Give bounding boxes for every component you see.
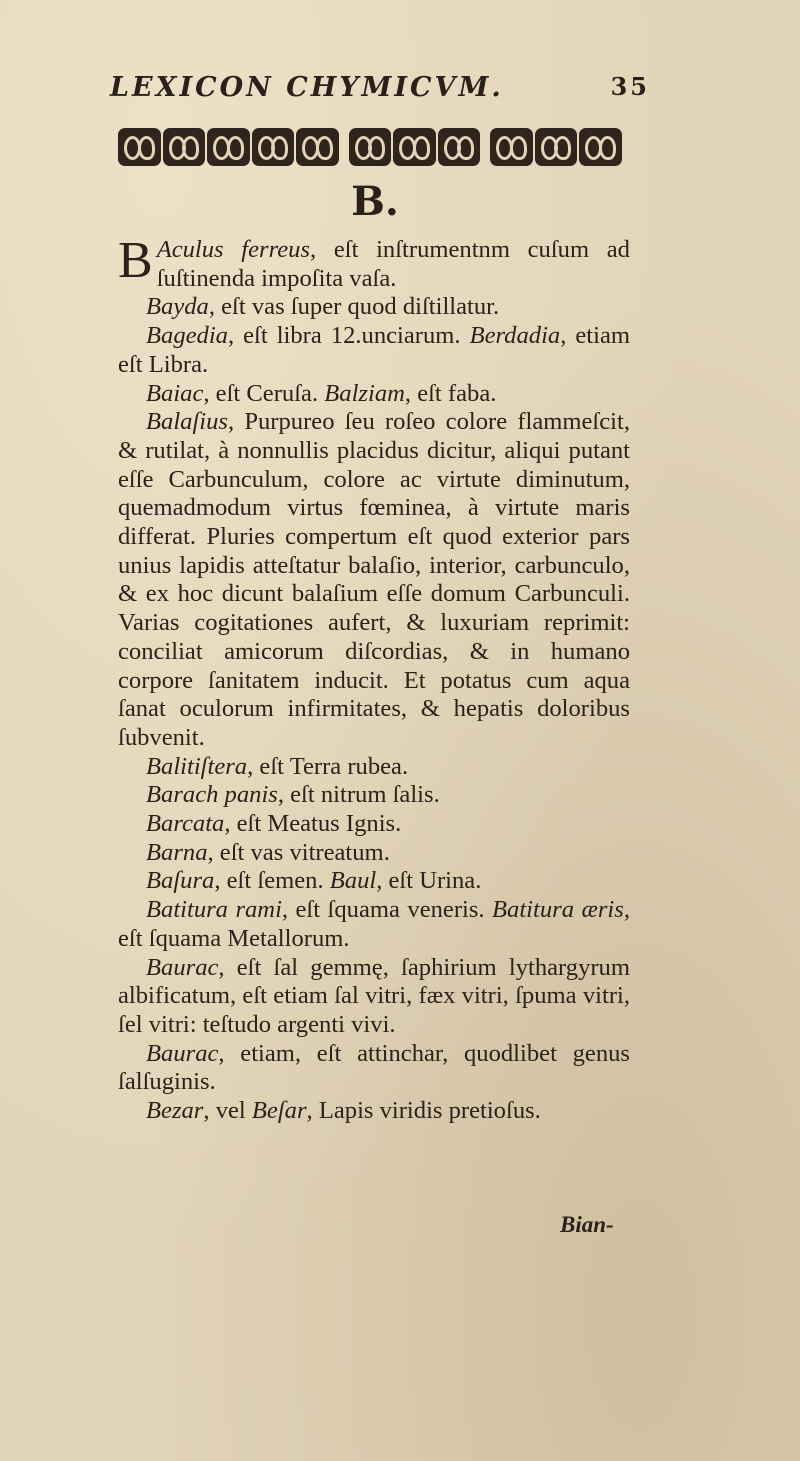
entry (118, 293, 630, 322)
entry-term: Balaſius (146, 408, 228, 436)
entry-text: , Purpureo ſeu roſeo colore flammeſcit, & rutilat, à nonnullis placidus dicitur, aliqui putant eſſe Carbunculum, colore ac virtute diminutum, quemadmodum virtus fœminea, à virtute maris differat. Pluries compertum eſt quod exterior pars unius lapidis atteſtatur balaſio, interior, carbunculo, & ex hoc dicunt balaſium eſſe domum Carbunculi. Varias cogitationes aufert, & luxuriam reprimit: conciliat amicorum diſcordias, & in humano corpore ſanitatem inducit. Et potatus cum aqua ſanat oculorum infirmitates, & hepatis doloribus ſubvenit. (118, 408, 630, 751)
entry-term: Batitura æris (492, 896, 624, 924)
entry-term: Baiac (146, 379, 204, 407)
entry-text: , Lapis viridis pretioſus. (306, 1097, 541, 1125)
entry-term: Bagedia (146, 322, 228, 350)
entry (118, 839, 630, 868)
entry (118, 896, 630, 953)
entry-text: , eſt Urina. (376, 867, 482, 895)
entry-text: , eſt Meatus Ignis. (224, 810, 402, 838)
entry (118, 1097, 630, 1126)
running-head (110, 72, 650, 112)
entry-text: , eſt ſquama Metallorum. (118, 896, 630, 952)
entry-term: Baſura (146, 867, 215, 895)
entry-term: Aculus ferreus (156, 236, 311, 263)
entry (118, 408, 630, 752)
ornament-icon (535, 128, 578, 166)
section-letter: B. (351, 178, 399, 225)
ornament-icon (393, 128, 436, 166)
entry (118, 781, 630, 810)
page-number: 35 (610, 72, 650, 101)
entry-term: Balitiſtera (146, 752, 248, 780)
entry-text: , vel (203, 1097, 252, 1125)
entry (118, 810, 630, 839)
catchword: Bian- (560, 1212, 614, 1237)
entry (118, 1040, 630, 1097)
entry-term: Barach panis (146, 781, 278, 809)
entry-term: Baurac (146, 953, 219, 981)
entry-text: , etiam eſt Libra. (118, 322, 630, 378)
ornament-icon (490, 128, 533, 166)
entry-text: , eſt inſtrumentnm cuſum ad ſuſtinenda impoſita vaſa. (156, 236, 630, 292)
entry-term: Bezar (146, 1097, 204, 1125)
entry-text: , eſt faba. (404, 379, 497, 407)
entry-term: Beſar (251, 1097, 307, 1125)
entry-term: Baul (329, 867, 377, 895)
entry-text: , eſt libra 12.unciarum. (227, 322, 470, 350)
entry-term: Bayda (146, 293, 209, 321)
ornament-icon (438, 128, 481, 166)
entry-text: , eſt ſquama veneris. (281, 896, 493, 924)
entry-term: Batitura rami (146, 896, 282, 924)
entry (118, 380, 630, 409)
ornament-icon (118, 128, 161, 166)
entry-text: , eſt vas ſuper quod diſtillatur. (208, 293, 500, 321)
drop-cap: B (118, 232, 153, 289)
lexicon-entries (118, 232, 630, 1126)
ornament-icon (296, 128, 339, 166)
entry-text: , eſt vas vitreatum. (207, 838, 390, 866)
entry-text: , etiam, eſt attinchar, quodlibet genus ſalſuginis. (118, 1039, 630, 1096)
entry-term: Barna (146, 838, 208, 866)
ornament-icon (349, 128, 392, 166)
ornament-icon (252, 128, 295, 166)
entry-term: Barcata (146, 810, 225, 838)
entry-text: , eſt nitrum ſalis. (277, 781, 440, 809)
entry (118, 753, 630, 782)
decorative-ornament-band (118, 128, 622, 168)
entry (118, 232, 630, 293)
entry-term: Berdadia (469, 322, 561, 350)
ornament-icon (579, 128, 622, 166)
entry-term: Balziam (324, 379, 405, 407)
entry (118, 954, 630, 1040)
entry-text: , eſt ſemen. (214, 867, 330, 895)
entry-text: , eſt Terra rubea. (247, 752, 409, 780)
entry-text: , eſt ſal gemmę, ſaphirium lythargyrum albificatum, eſt etiam ſal vitri, fæx vitri, ſpuma vitri, ſel vitri: teſtudo argenti vivi. (118, 953, 630, 1038)
entry (118, 867, 630, 896)
ornament-icon (163, 128, 206, 166)
entry (118, 322, 630, 379)
entry-term: Baurac (146, 1039, 219, 1067)
entry-text: , eſt Ceruſa. (203, 379, 325, 407)
ornament-icon (207, 128, 250, 166)
running-title: LEXICON CHYMICVM. (110, 72, 504, 103)
